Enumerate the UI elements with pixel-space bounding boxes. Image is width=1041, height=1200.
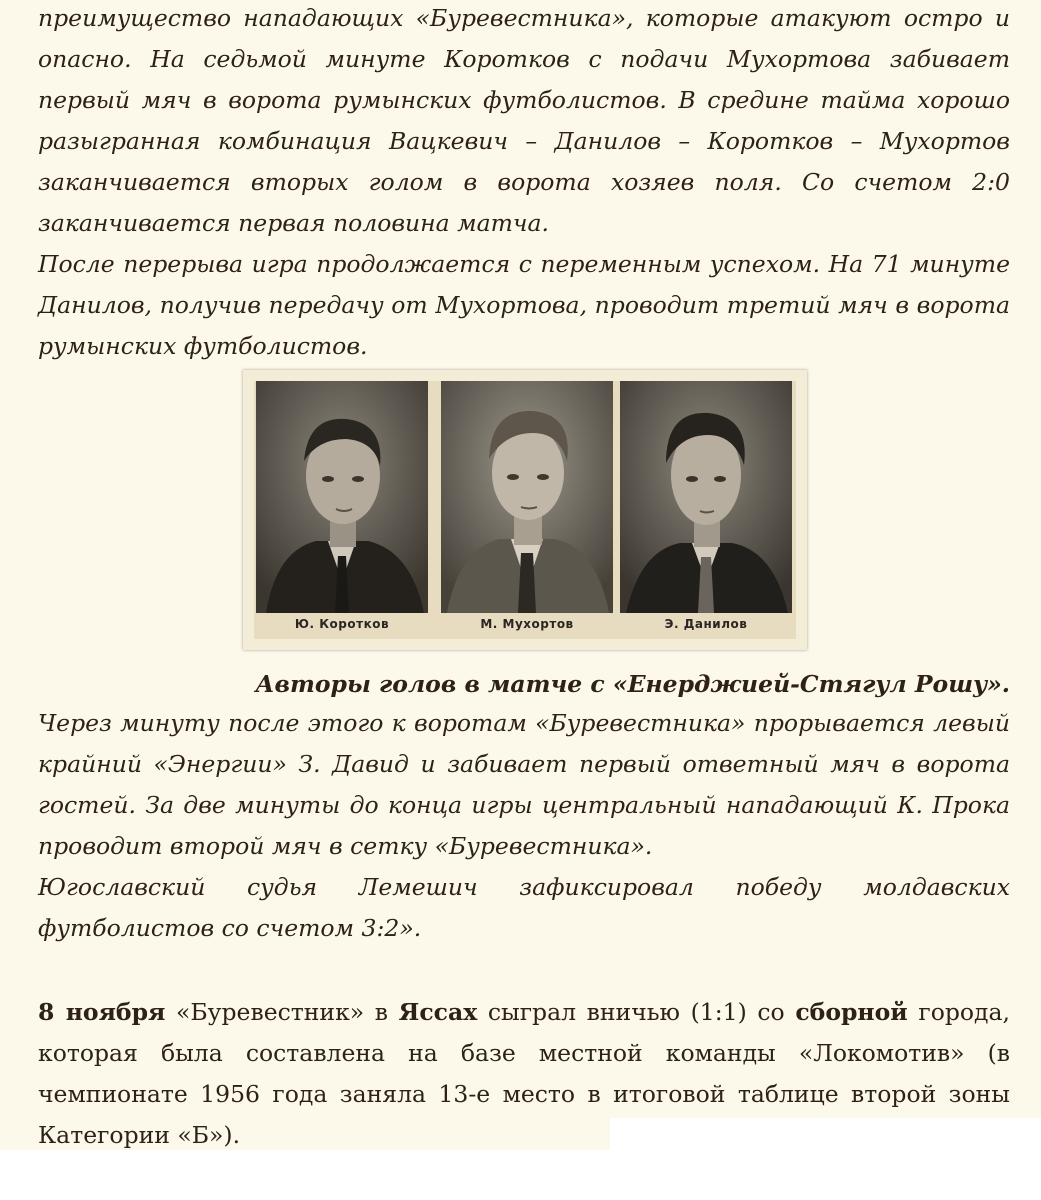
paragraph-top: преимущество нападающих «Буревестника», которые атакуют остро и опасно. На седьмой минуте Коротков с подачи Мухортова забивает первый мяч в ворота румынских футболистов. В средине тайма хорошо разыгранная комбинация Вацкевич – Данилов – Коротков – Мухортов заканчивается вторых голом в ворота хозяев поля. Со счетом 2:0 заканчивается первая половина матча. [38, 4, 1010, 237]
photo-label-mukhortov: М. Мухортов [480, 617, 574, 631]
paragraph-referee: Югославский судья Лемешич зафиксировал победу молдавских футболистов со счетом 3:2». [38, 873, 1010, 942]
text-part-2: сыграл вничью (1:1) со [477, 998, 796, 1026]
portrait-mukhortov [441, 381, 613, 613]
portrait-korotkov [256, 381, 428, 613]
figure-caption: Авторы голов в матче с «Енерджией-Стягул Рошу». [255, 670, 1010, 698]
photo-label-korotkov: Ю. Коротков [294, 617, 390, 631]
paragraph-response-goals: Через минуту после этого к воротам «Буревестника» прорывается левый крайний «Энергии» З. Давид и забивает первый ответный мяч в ворота гостей. За две минуты до конца игры центральный нападающий К. Прока проводит второй мяч в сетку «Буревестника». [38, 709, 1010, 860]
portrait-danilov [620, 381, 792, 613]
date-bold: 8 ноября [38, 998, 166, 1026]
photo-label-danilov: Э. Данилов [664, 617, 748, 631]
photo-strip [254, 381, 796, 639]
photo-figure [243, 370, 807, 650]
blank-area [610, 1118, 1041, 1158]
article-text-middle [38, 703, 1010, 949]
city-bold: Яссах [398, 998, 478, 1026]
article-text-top [38, 0, 1010, 367]
text-part-1: «Буревестник» в [165, 998, 399, 1026]
team-bold: сборной [795, 998, 908, 1026]
paragraph-second-half: После перерыва игра продолжается с переменным успехом. На 71 минуте Данилов, получив передачу от Мухортова, проводит третий мяч в ворота румынских футболистов. [38, 250, 1010, 360]
text-part-3: города, которая была составлена на базе местной команды «Локомотив» (в чемпионате 1956 года заняла 13-е место в итоговой таблице второй зоны Категории «Б»). [38, 998, 1010, 1149]
